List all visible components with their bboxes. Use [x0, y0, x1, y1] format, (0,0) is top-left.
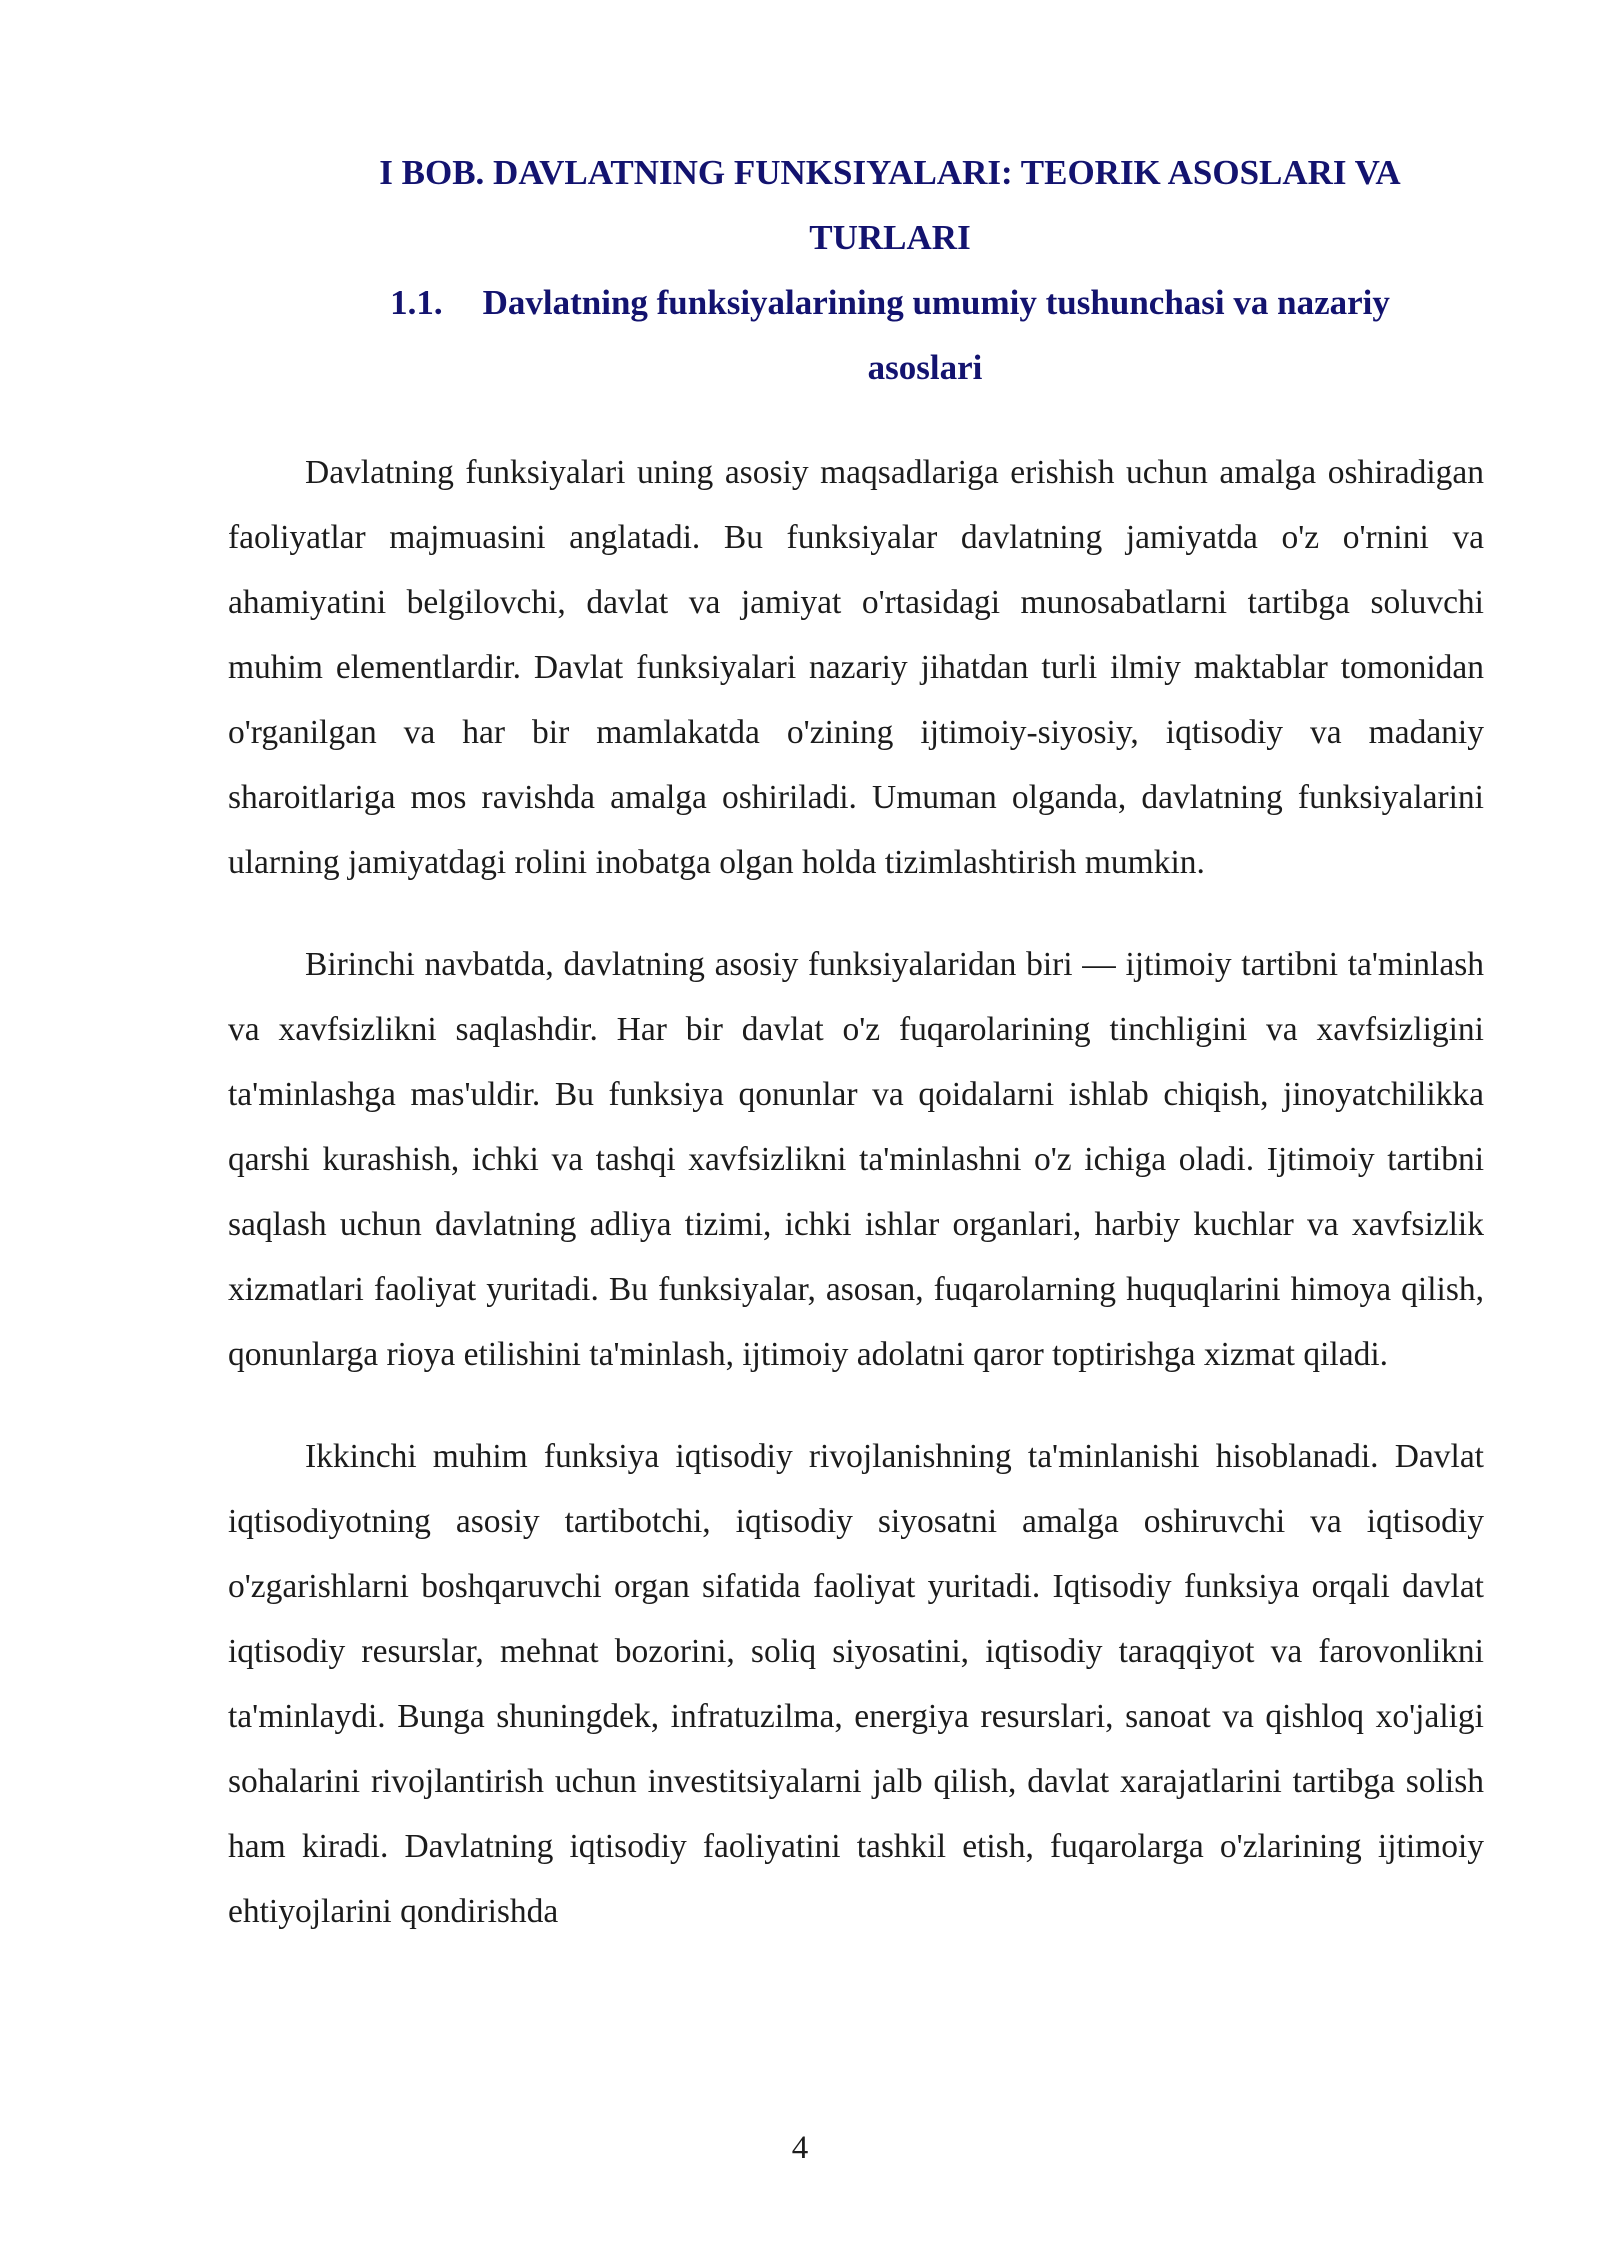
page-number: 4 — [791, 2130, 809, 2166]
section-heading — [300, 270, 1480, 335]
body-text — [228, 440, 1484, 1981]
headings-block — [300, 140, 1480, 400]
paragraph-1: Davlatning funksiyalari uning asosiy maqsadlariga erishish uchun amalga oshiradigan faoliyatlar majmuasini anglatadi. Bu funksiyalar davlatning jamiyatda o'z o'rnini va ahamiyatini belgilovchi, davlat va jamiyat o'rtasidagi munosabatlarni tartibga soluvchi muhim elementlardir. Davlat funksiyalari nazariy jihatdan turli ilmiy maktablar tomonidan o'rganilgan va har bir mamlakatda o'zining ijtimoiy-siyosiy, iqtisodiy va madaniy sharoitlariga mos ravishda amalga oshiriladi. Umuman olganda, davlatning funksiyalarini ularning jamiyatdagi rolini inobatga olgan holda tizimlashtirish mumkin. — [228, 454, 1484, 881]
chapter-title-line-1: I BOB. DAVLATNING FUNKSIYALARI: TEORIK ASOSLARI VA — [379, 153, 1401, 192]
section-title-line-2: asoslari — [867, 348, 983, 387]
paragraph-2: Birinchi navbatda, davlatning asosiy funksiyalaridan biri — ijtimoiy tartibni ta'minlash va xavfsizlikni saqlashdir. Har bir davlat o'z fuqarolarining tinchligini va xavfsizligini ta'minlashga mas'uldir. Bu funksiya qonunlar va qoidalarni ishlab chiqish, jinoyatchilikka qarshi kurashish, ichki va tashqi xavfsizlikni ta'minlashni o'z ichiga oladi. Ijtimoiy tartibni saqlash uchun davlatning adliya tizimi, ichki ishlar organlari, harbiy kuchlar va xavfsizlik xizmatlari faoliyat yuritadi. Bu funksiyalar, asosan, fuqarolarning huquqlarini himoya qilish, qonunlarga rioya etilishini ta'minlash, ijtimoiy adolatni qaror toptirishga xizmat qiladi. — [228, 946, 1484, 1373]
section-number: 1.1. — [390, 283, 443, 322]
section-title-line-1: Davlatning funksiyalarining umumiy tushunchasi va nazariy — [482, 283, 1390, 322]
paragraph-3: Ikkinchi muhim funksiya iqtisodiy rivojlanishning ta'minlanishi hisoblanadi. Davlat iqtisodiyotning asosiy tartibotchi, iqtisodiy siyosatni amalga oshiruvchi va iqtisodiy o'zgarishlarni boshqaruvchi organ sifatida faoliyat yuritadi. Iqtisodiy funksiya orqali davlat iqtisodiy resurslar, mehnat bozorini, soliq siyosatini, iqtisodiy taraqqiyot va farovonlikni ta'minlaydi. Bunga shuningdek, infratuzilma, energiya resurslari, sanoat va qishloq xo'jaligi sohalarini rivojlantirish uchun investitsiyalarni jalb qilish, davlat xarajatlarini tartibga solish ham kiradi. Davlatning iqtisodiy faoliyatini tashkil etish, fuqarolarga o'zlarining ijtimoiy ehtiyojlarini qondirishda — [228, 1438, 1484, 1930]
chapter-title-line-2: TURLARI — [809, 218, 971, 257]
